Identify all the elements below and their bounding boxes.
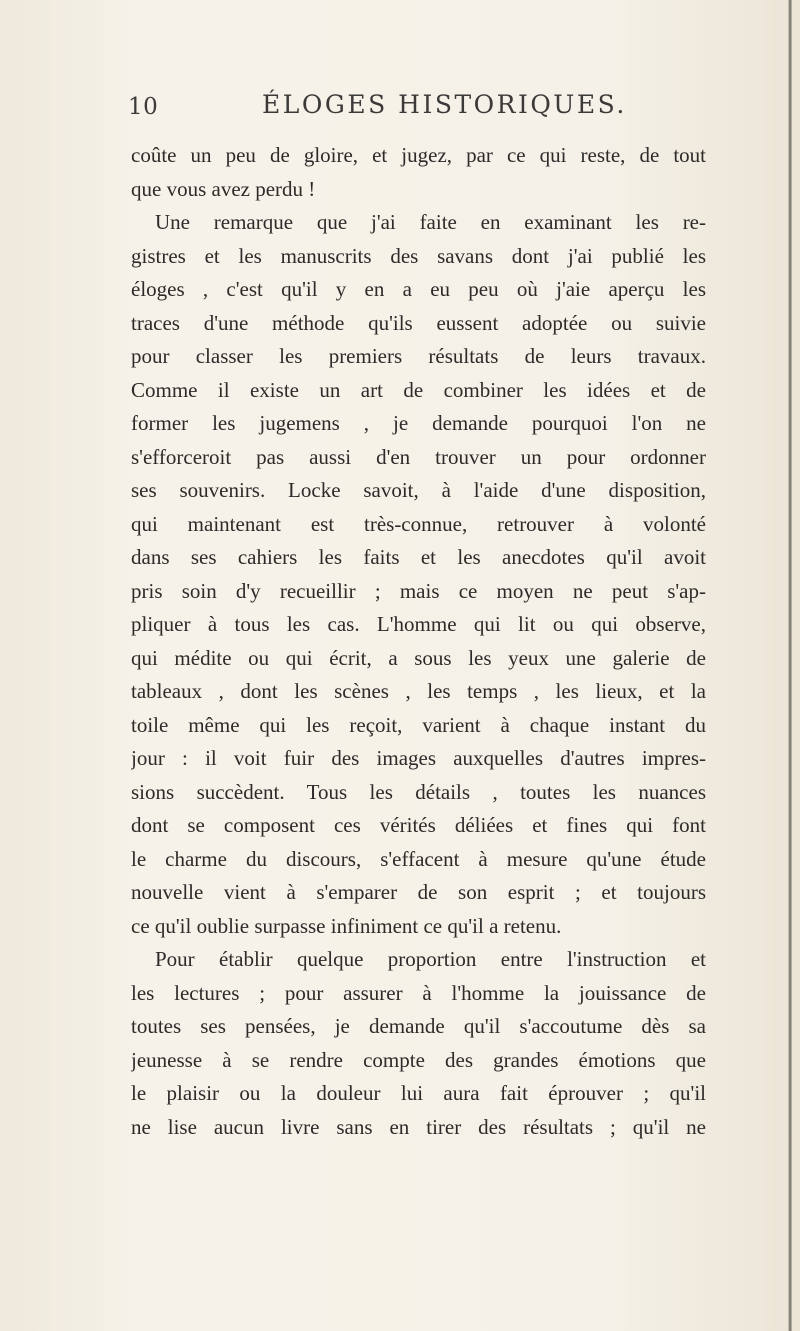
text-line: dans ses cahiers les faits et les anecdotes qu'il avoit (131, 545, 706, 569)
text-line: traces d'une méthode qu'ils eussent adoptée ou suivie (131, 310, 706, 335)
page-number: 10 (128, 94, 159, 120)
text-line: sions succèdent. Tous les détails , toutes les nuances (131, 779, 706, 804)
text-line: jour : il voit fuir des images auxquelles d'autres impres- (131, 746, 706, 770)
text-line: qui maintenant est très-connue, retrouver à volonté (131, 511, 706, 536)
text-line: dont se composent ces vérités déliées et fines qui font (131, 813, 706, 837)
text-line: pris soin d'y recueillir ; mais ce moyen ne peut s'ap- (131, 578, 706, 603)
text-line: ne lise aucun livre sans en tirer des résultats ; qu'il ne (131, 1114, 706, 1139)
text-line: gistres et les manuscrits des savans dont j'ai publié les (131, 243, 706, 268)
page-edge-shadow (788, 0, 792, 1331)
text-line: toile même qui les reçoit, varient à chaque instant du (131, 712, 706, 737)
text-line: jeunesse à se rendre compte des grandes émotions que (131, 1047, 706, 1072)
text-line: ce qu'il oublie surpasse infiniment ce qu'il a retenu. (131, 913, 562, 938)
running-title: ÉLOGES HISTORIQUES. (262, 90, 627, 119)
text-line: former les jugemens , je demande pourquoi l'on ne (131, 411, 706, 435)
text-line: ses souvenirs. Locke savoit, à l'aide d'une disposition, (131, 478, 706, 502)
text-line: Comme il existe un art de combiner les idées et de (131, 377, 706, 402)
text-line: qui médite ou qui écrit, a sous les yeux une galerie de (131, 645, 706, 670)
text-line: pliquer à tous les cas. L'homme qui lit ou qui observe, (131, 612, 706, 636)
page-header (128, 90, 688, 130)
text-line: que vous avez perdu ! (131, 176, 316, 201)
body-text (131, 139, 706, 1144)
text-line: le plaisir ou la douleur lui aura fait éprouver ; qu'il (131, 1081, 706, 1105)
text-line: coûte un peu de gloire, et jugez, par ce qui reste, de tout (131, 143, 706, 167)
text-line: Une remarque que j'ai faite en examinant les re- (155, 210, 706, 234)
text-line: éloges , c'est qu'il y en a eu peu où j'aie aperçu les (131, 277, 706, 301)
text-line: Pour établir quelque proportion entre l'instruction et (155, 947, 706, 971)
text-line: s'efforceroit pas aussi d'en trouver un pour ordonner (131, 444, 706, 469)
text-line: pour classer les premiers résultats de leurs travaux. (131, 344, 706, 368)
text-line: le charme du discours, s'effacent à mesure qu'une étude (131, 846, 706, 871)
text-line: tableaux , dont les scènes , les temps , les lieux, et la (131, 679, 706, 703)
text-line: toutes ses pensées, je demande qu'il s'accoutume dès sa (131, 1014, 706, 1038)
text-line: nouvelle vient à s'emparer de son esprit ; et toujours (131, 880, 706, 904)
text-line: les lectures ; pour assurer à l'homme la jouissance de (131, 980, 706, 1005)
